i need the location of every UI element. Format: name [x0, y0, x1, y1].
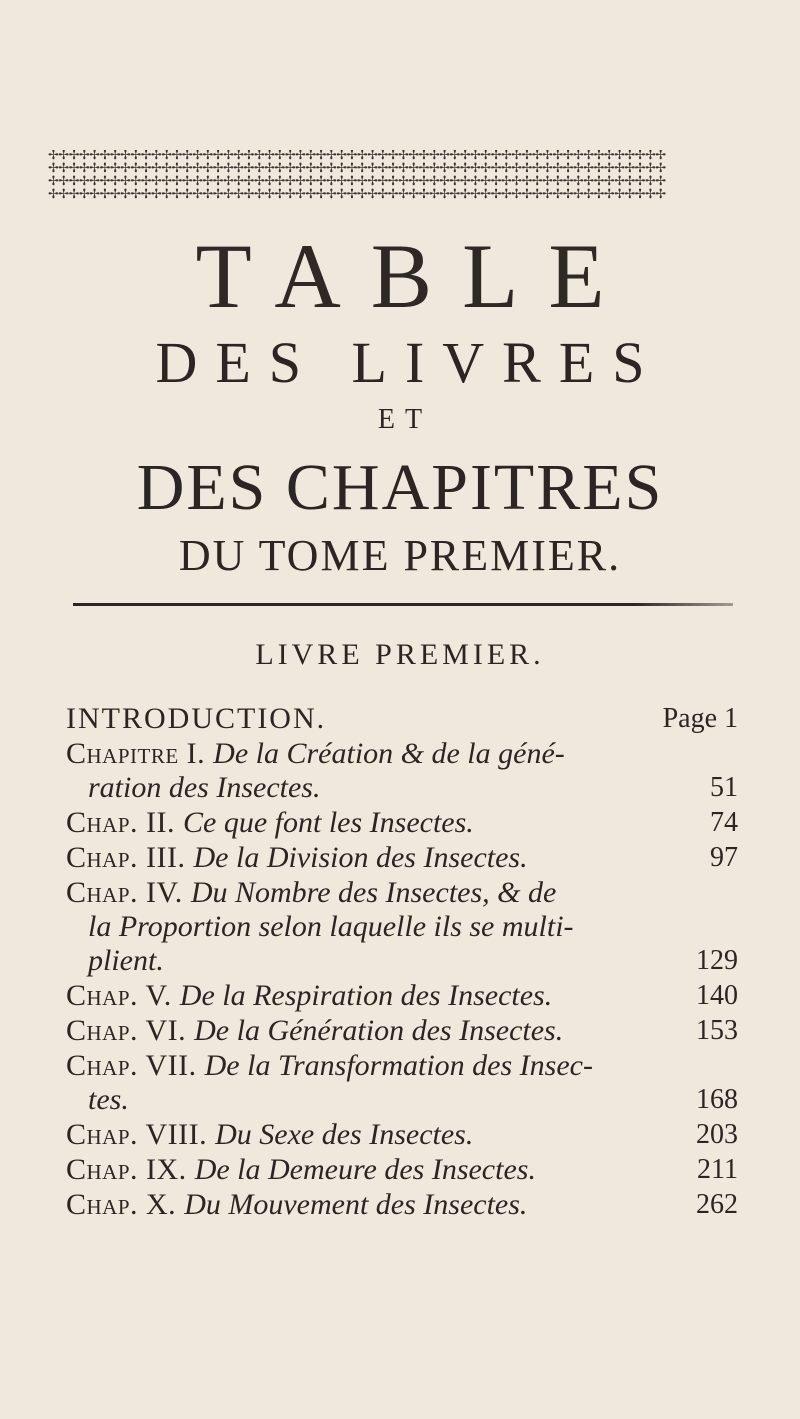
entry-label: Chapitre I.: [66, 737, 206, 770]
toc-entry-chapter-4: [66, 876, 738, 978]
entry-label: Chap. IX.: [66, 1153, 187, 1186]
entry-page: 74: [710, 807, 738, 838]
entry-title: Ce que font les Insectes.: [183, 806, 474, 839]
entry-label: Chap. X.: [66, 1188, 177, 1221]
entry-label: Chap. III.: [66, 841, 186, 874]
entry-title-continued: tes.: [88, 1083, 129, 1116]
entry-label: Chap. II.: [66, 806, 176, 839]
toc-entry-chapter-1: [66, 737, 738, 805]
book-heading: LIVRE PREMIER.: [255, 638, 545, 671]
toc-entry-chapter-7: [66, 1049, 738, 1117]
entry-page: 211: [697, 1154, 738, 1185]
ornamental-border: [48, 150, 752, 202]
entry-page: 262: [696, 1189, 738, 1220]
entry-title-continued: ration des Insectes.: [88, 771, 321, 804]
entry-title: De la Création & de la géné-: [213, 737, 565, 770]
entry-page: 129: [696, 945, 738, 976]
entry-page: 153: [696, 1015, 738, 1046]
toc-entry-introduction: [66, 702, 738, 736]
title-des-livres: DES LIVRES: [155, 330, 663, 395]
entry-title: De la Génération des Insectes.: [194, 1014, 564, 1047]
entry-label: Chap. VI.: [66, 1014, 187, 1047]
entry-title: De la Respiration des Insectes.: [179, 979, 553, 1012]
table-of-contents: [66, 702, 738, 1223]
title-du-tome-premier: DU TOME PREMIER.: [178, 531, 622, 580]
entry-title-continued: plient.: [88, 944, 164, 977]
entry-page: Page 1: [662, 703, 738, 734]
entry-label: Chap. VIII.: [66, 1118, 208, 1151]
toc-entry-chapter-5: [66, 979, 738, 1013]
entry-page: 168: [696, 1084, 738, 1115]
entry-page: 51: [710, 772, 738, 803]
entry-label: Chap. IV.: [66, 876, 183, 909]
toc-entry-chapter-9: [66, 1153, 738, 1187]
title-des-chapitres: DES CHAPITRES: [136, 451, 664, 524]
entry-page: 203: [696, 1119, 738, 1150]
entry-label: Chap. VII.: [66, 1049, 197, 1082]
ornament-row: ✢✢✢✢✢✢✢✢✢✢✢✢✢✢✢✢✢✢✢✢✢✢✢✢✢✢✢✢✢✢✢✢✢✢✢✢✢✢✢✢✢✢✢✢✢✢✢✢✢✢✢✢✢✢✢✢✢✢✢✢: [48, 150, 666, 163]
horizontal-rule: [73, 603, 733, 606]
entry-label: Chap. V.: [66, 979, 172, 1012]
title-et: ET: [377, 404, 433, 435]
toc-entry-chapter-3: [66, 841, 738, 875]
toc-entry-chapter-6: [66, 1014, 738, 1048]
toc-entry-chapter-10: [66, 1188, 738, 1222]
entry-title: Du Sexe des Insectes.: [215, 1118, 474, 1151]
entry-title: De la Transformation des Insec-: [204, 1049, 593, 1082]
ornament-row: ✢✢✢✢✢✢✢✢✢✢✢✢✢✢✢✢✢✢✢✢✢✢✢✢✢✢✢✢✢✢✢✢✢✢✢✢✢✢✢✢✢✢✢✢✢✢✢✢✢✢✢✢✢✢✢✢✢✢✢✢: [48, 174, 666, 189]
entry-title: De la Demeure des Insectes.: [194, 1153, 536, 1186]
title-table: TABLE: [195, 225, 635, 327]
toc-entry-chapter-8: [66, 1118, 738, 1152]
toc-entry-chapter-2: [66, 806, 738, 840]
entry-title: Du Nombre des Insectes, & de: [190, 876, 557, 909]
ornament-row: ✢✢✢✢✢✢✢✢✢✢✢✢✢✢✢✢✢✢✢✢✢✢✢✢✢✢✢✢✢✢✢✢✢✢✢✢✢✢✢✢✢✢✢✢✢✢✢✢✢✢✢✢✢✢✢✢✢✢✢✢: [48, 187, 666, 202]
ornament-row: ✢✢✢✢✢✢✢✢✢✢✢✢✢✢✢✢✢✢✢✢✢✢✢✢✢✢✢✢✢✢✢✢✢✢✢✢✢✢✢✢✢✢✢✢✢✢✢✢✢✢✢✢✢✢✢✢✢✢✢✢: [48, 161, 666, 176]
entry-label: INTRODUCTION.: [66, 702, 327, 735]
entry-page: 140: [696, 980, 738, 1011]
entry-title: Du Mouvement des Insectes.: [184, 1188, 528, 1221]
entry-title-continued: la Proportion selon laquelle ils se multi-: [88, 910, 574, 943]
entry-page: 97: [710, 842, 738, 873]
entry-title: De la Division des Insectes.: [193, 841, 528, 874]
